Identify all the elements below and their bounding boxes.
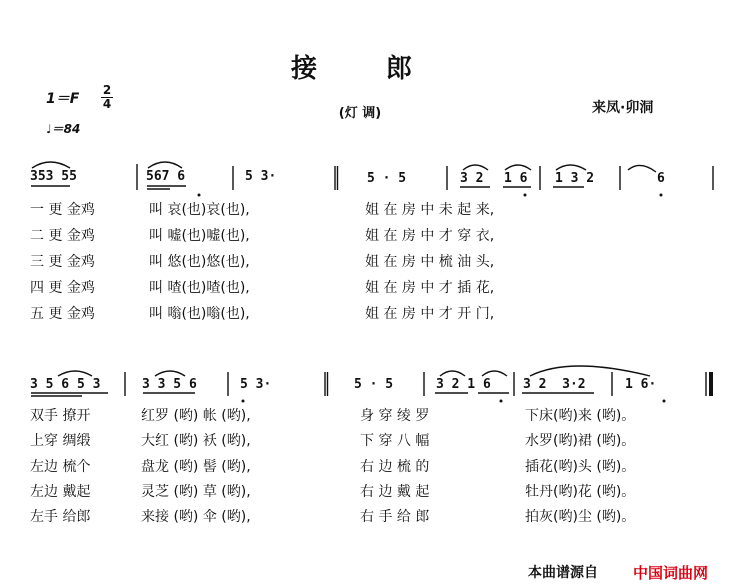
lyric-s1-v1-b: 叫 哀(也)哀(也), bbox=[149, 202, 250, 218]
notes-s2-m7: 1 6· bbox=[625, 377, 657, 392]
octave-dot bbox=[524, 194, 527, 197]
lyric-s2-v1-b: 红罗 (哟) 帐 (哟), bbox=[141, 408, 251, 424]
octave-dot bbox=[500, 400, 503, 403]
notes-s1-m7: 6 bbox=[657, 171, 665, 186]
notes-s1-m2: 567 6 bbox=[146, 169, 186, 184]
lyric-s2-v3-d: 插花(哟)头 (哟)。 bbox=[525, 459, 636, 475]
octave-dot bbox=[660, 194, 663, 197]
notes-s1-m4: 5 · 5 bbox=[367, 171, 407, 186]
lyric-s1-v1-a: 一 更 金鸡 bbox=[30, 202, 95, 218]
lyric-s1-v1-c: 姐 在 房 中 未 起 来, bbox=[365, 202, 495, 218]
lyric-s1-v4-c: 姐 在 房 中 才 插 花, bbox=[365, 280, 495, 296]
lyric-s2-v4-b: 灵芝 (哟) 草 (哟), bbox=[141, 484, 251, 500]
lyric-s2-v1-a: 双手 撩开 bbox=[30, 408, 91, 424]
octave-dot bbox=[242, 400, 245, 403]
footer-site-link[interactable]: 中国词曲网 bbox=[633, 564, 709, 582]
slur bbox=[556, 165, 586, 170]
song-subtitle: (灯 调) bbox=[338, 106, 382, 121]
time-signature-top: 2 bbox=[102, 83, 112, 97]
notes-s2-m1: 3 5 6 5 3 bbox=[30, 377, 101, 392]
tempo-marking: ♩＝84 bbox=[46, 122, 81, 136]
slur bbox=[505, 165, 531, 170]
footer-source: 本曲谱源自 bbox=[528, 565, 598, 581]
key-signature: 1＝F bbox=[46, 91, 80, 107]
octave-dot bbox=[663, 400, 666, 403]
lyric-s2-v3-a: 左边 梳个 bbox=[30, 459, 91, 475]
notes-s1-m5b: 1 6 bbox=[504, 171, 528, 186]
lyric-s2-v5-a: 左手 给郎 bbox=[30, 509, 91, 525]
lyric-s1-v4-a: 四 更 金鸡 bbox=[30, 280, 95, 296]
slur bbox=[463, 165, 488, 170]
slur bbox=[440, 371, 465, 376]
final-barline-thick bbox=[709, 372, 713, 396]
song-origin: 来凤·卯洞 bbox=[592, 100, 654, 116]
lyric-s1-v5-a: 五 更 金鸡 bbox=[30, 306, 95, 322]
notes-s1-m1: 353 55 bbox=[30, 169, 77, 184]
lyric-s2-v4-a: 左边 戴起 bbox=[30, 484, 91, 500]
lyric-s2-v5-c: 右 手 给 郎 bbox=[360, 509, 430, 525]
lyric-s1-v5-b: 叫 嗡(也)嗡(也), bbox=[149, 306, 250, 322]
slur bbox=[628, 165, 656, 172]
notes-s2-m3: 5 3· bbox=[240, 377, 272, 392]
song-title: 接 郎 bbox=[290, 54, 443, 84]
notes-s1-m5a: 3 2 bbox=[460, 171, 484, 186]
lyric-s1-v2-c: 姐 在 房 中 才 穿 衣, bbox=[365, 228, 495, 244]
lyric-s2-v3-b: 盘龙 (哟) 髻 (哟), bbox=[141, 459, 251, 475]
lyric-s2-v4-d: 牡丹(哟)花 (哟)。 bbox=[525, 484, 636, 500]
octave-dot bbox=[198, 194, 201, 197]
lyric-s2-v1-c: 身 穿 绫 罗 bbox=[360, 408, 430, 424]
notes-s1-m3: 5 3· bbox=[245, 169, 277, 184]
notes-s2-m5: 3 2 1 6 bbox=[436, 377, 491, 392]
lyric-s2-v2-a: 上穿 绸缎 bbox=[30, 433, 91, 449]
lyric-s1-v2-a: 二 更 金鸡 bbox=[30, 228, 95, 244]
slur bbox=[482, 371, 507, 376]
slur bbox=[32, 162, 70, 168]
lyric-s1-v2-b: 叫 嘘(也)嘘(也), bbox=[149, 228, 250, 244]
lyric-s1-v3-c: 姐 在 房 中 梳 油 头, bbox=[365, 254, 495, 270]
lyric-s2-v5-b: 来接 (哟) 伞 (哟), bbox=[141, 509, 251, 525]
lyric-s2-v2-d: 水罗(哟)裙 (哟)。 bbox=[525, 433, 636, 449]
time-signature-bottom: 4 bbox=[102, 97, 112, 111]
lyric-s1-v3-a: 三 更 金鸡 bbox=[30, 254, 95, 270]
lyric-s1-v5-c: 姐 在 房 中 才 开 门, bbox=[365, 306, 495, 322]
lyric-s2-v5-d: 拍灰(哟)尘 (哟)。 bbox=[525, 509, 636, 525]
lyric-s1-v3-b: 叫 悠(也)悠(也), bbox=[149, 254, 250, 270]
notes-s2-m6: 3 2 3·2 bbox=[523, 377, 586, 392]
notes-s2-m4: 5 · 5 bbox=[354, 377, 394, 392]
lyric-s2-v3-c: 右 边 梳 的 bbox=[360, 459, 430, 475]
slur bbox=[530, 366, 650, 376]
slur bbox=[155, 371, 185, 376]
lyric-s2-v4-c: 右 边 戴 起 bbox=[360, 484, 430, 500]
notes-s1-m6: 1 3 2 bbox=[555, 171, 595, 186]
lyric-s2-v1-d: 下床(哟)来 (哟)。 bbox=[525, 408, 636, 424]
notes-s2-m2: 3 3 5 6 bbox=[142, 377, 197, 392]
slur bbox=[148, 162, 182, 168]
lyric-s2-v2-c: 下 穿 八 幅 bbox=[360, 433, 430, 449]
slur bbox=[58, 371, 92, 376]
lyric-s2-v2-b: 大红 (哟) 袄 (哟), bbox=[141, 433, 251, 449]
lyric-s1-v4-b: 叫 喳(也)喳(也), bbox=[149, 280, 250, 296]
